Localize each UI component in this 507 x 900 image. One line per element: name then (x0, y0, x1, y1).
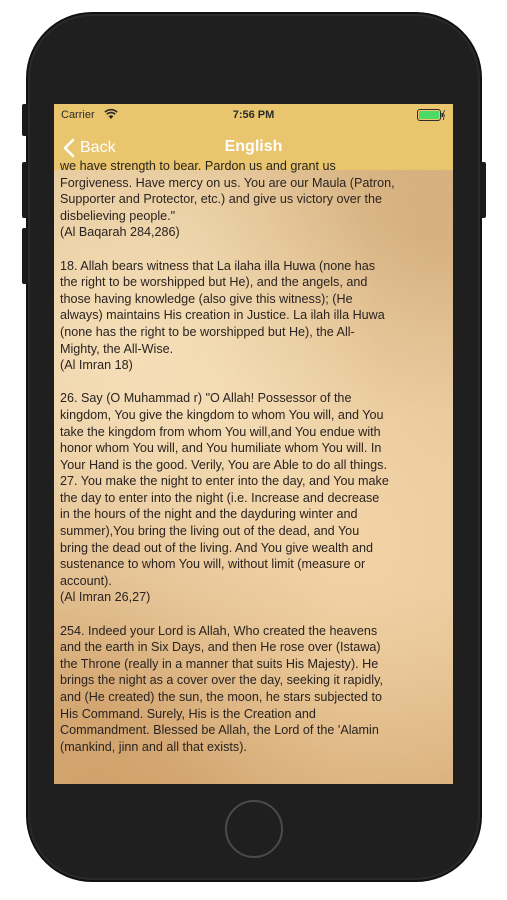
verse-paragraph: 26. Say (O Muhammad r) "O Allah! Possessor of the kingdom, You give the kingdom to whom You will, and You take the kingdom from whom You will,and You endue with honor whom You will, and You humiliate whom You will. In Your Hand is the good. Verily, You are Able to do all things. 27. You make the night to enter into the day, and You make the day to enter into the night (i.e. Increase and decrease in the hours of the night and the dayduring winter and summer),You bring the living out of the dead, and You bring the dead out of the living. And You give wealth and sustenance to whom You will, without limit (measure or account). (Al Imran 26,27) (60, 391, 389, 605)
carrier-label: Carrier (61, 109, 95, 121)
verse-paragraph: 254. Indeed your Lord is Allah, Who created the heavens and the earth in Six Days, and then He rose over (Istawa) the Throne (really in a manner that suits His Majesty). He brings the night as a cover over the day, seeking it rapidly, and (He created) the sun, the moon, he stars subjected to His Command. Surely, His is the Creation and Commandment. Blessed be Allah, the Lord of the 'Alamin (mankind, jinn and all that exists). (60, 623, 383, 754)
page-title: English (224, 138, 283, 155)
phone-screen (54, 104, 453, 784)
home-button[interactable] (225, 800, 283, 858)
back-label: Back (80, 139, 116, 156)
mute-switch (22, 104, 28, 136)
clock: 7:56 PM (232, 109, 275, 121)
volume-up-button (22, 162, 28, 218)
verse-scroll-view[interactable] (54, 159, 453, 784)
power-button (480, 162, 486, 218)
status-bar (54, 104, 453, 126)
volume-down-button (22, 228, 28, 284)
battery-icon (417, 109, 445, 121)
verse-text (60, 158, 452, 772)
verse-paragraph: 18. Allah bears witness that La ilaha illa Huwa (none has the right to be worshipped but He), and the angels, and those having knowledge (also give this witness); (He always) maintains His creation in Justice. La ilah illa Huwa (none has the right to be worshipped but He), the All- Mighty, the All-Wise. (Al Imran 18) (60, 258, 385, 373)
verse-paragraph: we have strength to bear. Pardon us and grant us Forgiveness. Have mercy on us. You are our Maula (Patron, Supporter and Protector, etc.) and give us victory over the disbelieving people." (Al Baqarah 284,286) (60, 159, 395, 240)
